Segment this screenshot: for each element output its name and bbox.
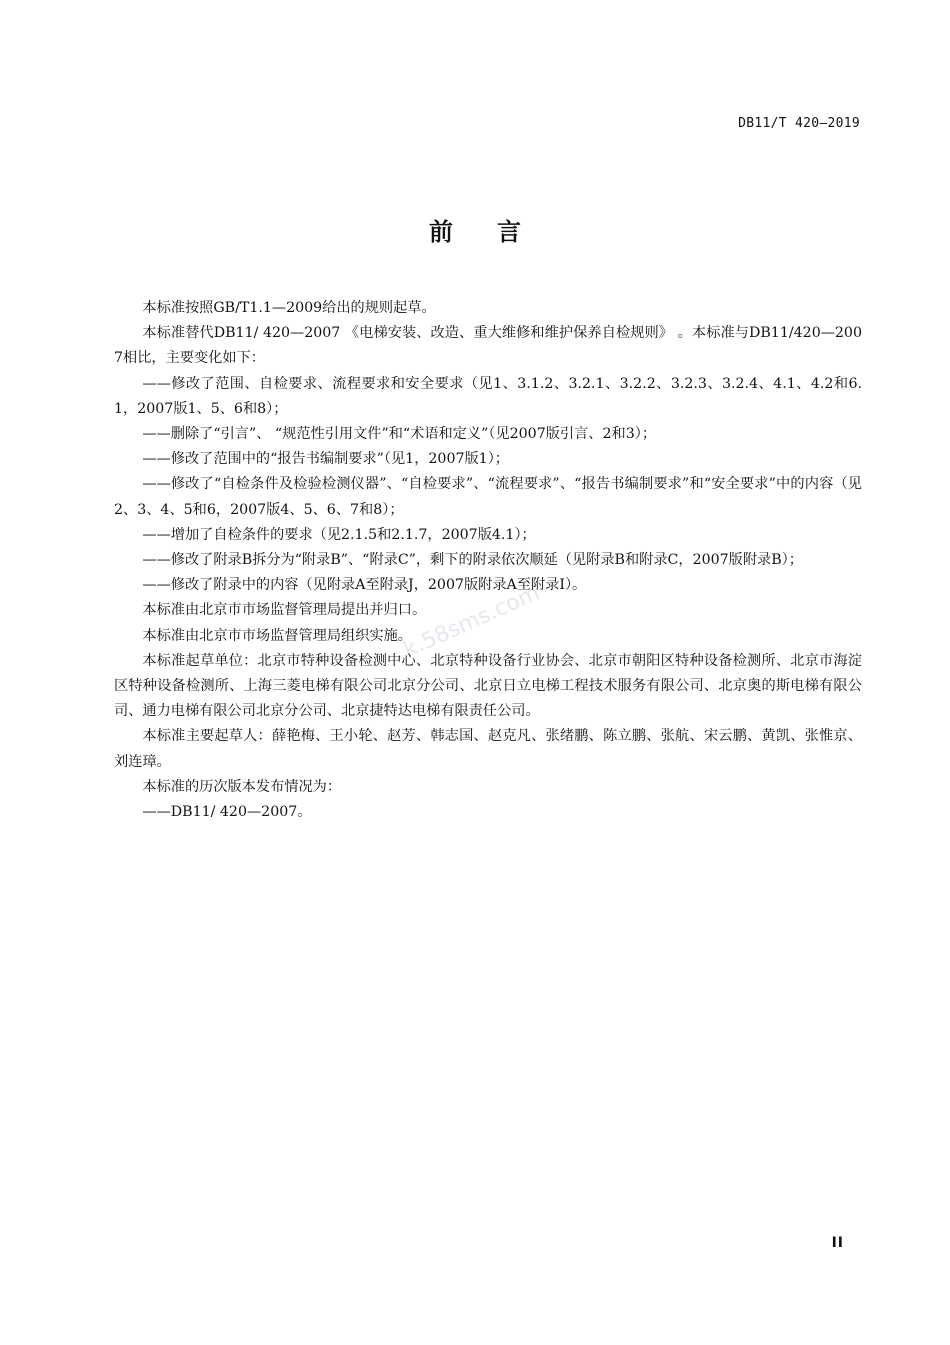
paragraph-drafting-units: 本标准起草单位：北京市特种设备检测中心、北京特种设备行业协会、北京市朝阳区特种设备检测所、北京市海淀区特种设备检测所、上海三菱电梯有限公司北京分公司、北京日立电梯工程技术服务有限公司、北京奥的斯电梯有限公司、通力电梯有限公司北京分公司、北京捷特达电梯有限责任公司。 [114,652,862,720]
paragraph-history-intro: 本标准的历次版本发布情况为： [142,778,342,795]
change-item: ——修改了附录B拆分为“附录B”、“附录C”，剩下的附录依次顺延（见附录B和附录C，2007版附录B）； [142,552,803,569]
paragraph-proposer: 本标准由北京市市场监督管理局提出并归口。 [142,602,427,619]
paragraph-drafters: 本标准主要起草人：薛艳梅、王小轮、赵芳、韩志国、赵克凡、张绪鹏、陈立鹏、张航、宋云鹏、黄凯、张惟京、刘连璋。 [114,728,862,770]
history-item: ——DB11/ 420—2007。 [142,804,312,821]
paragraph-implementer: 本标准由北京市市场监督管理局组织实施。 [142,627,412,644]
change-item: ——修改了“自检条件及检验检测仪器”、“自检要求”、“流程要求”、“报告书编制要求”和“安全要求”中的内容（见2、3、4、5和6，2007版4、5、6、7和8）； [114,476,862,518]
watermark: k.58sms.com [400,580,544,663]
change-item: ——修改了范围中的“报告书编制要求”（见1，2007版1）； [142,451,509,468]
change-item: ——修改了范围、自检要求、流程要求和安全要求（见1、3.1.2、3.2.1、3.2.2、3.2.3、3.2.4、4.1、4.2和6.1，2007版1、5、6和8）； [114,375,862,417]
paragraph-replaces: 本标准替代DB11/ 420—2007 《电梯安装、改造、重大维修和维护保养自检规则》 。本标准与DB11/420—2007相比，主要变化如下： [114,325,862,367]
page-title: 前言 [429,218,565,246]
document-code: DB11/T 420—2019 [738,116,860,131]
page-number: II [831,1235,844,1251]
change-item: ——增加了自检条件的要求（见2.1.5和2.1.7，2007版4.1）； [142,526,536,543]
change-item: ——删除了“引言”、 “规范性引用文件”和“术语和定义”（见2007版引言、2和3）； [142,426,657,443]
foreword-body [114,296,862,825]
change-item: ——修改了附录中的内容（见附录A至附录J，2007版附录A至附录I）。 [142,577,587,594]
paragraph-drafting-rule: 本标准按照GB/T1.1—2009给出的规则起草。 [142,300,436,316]
